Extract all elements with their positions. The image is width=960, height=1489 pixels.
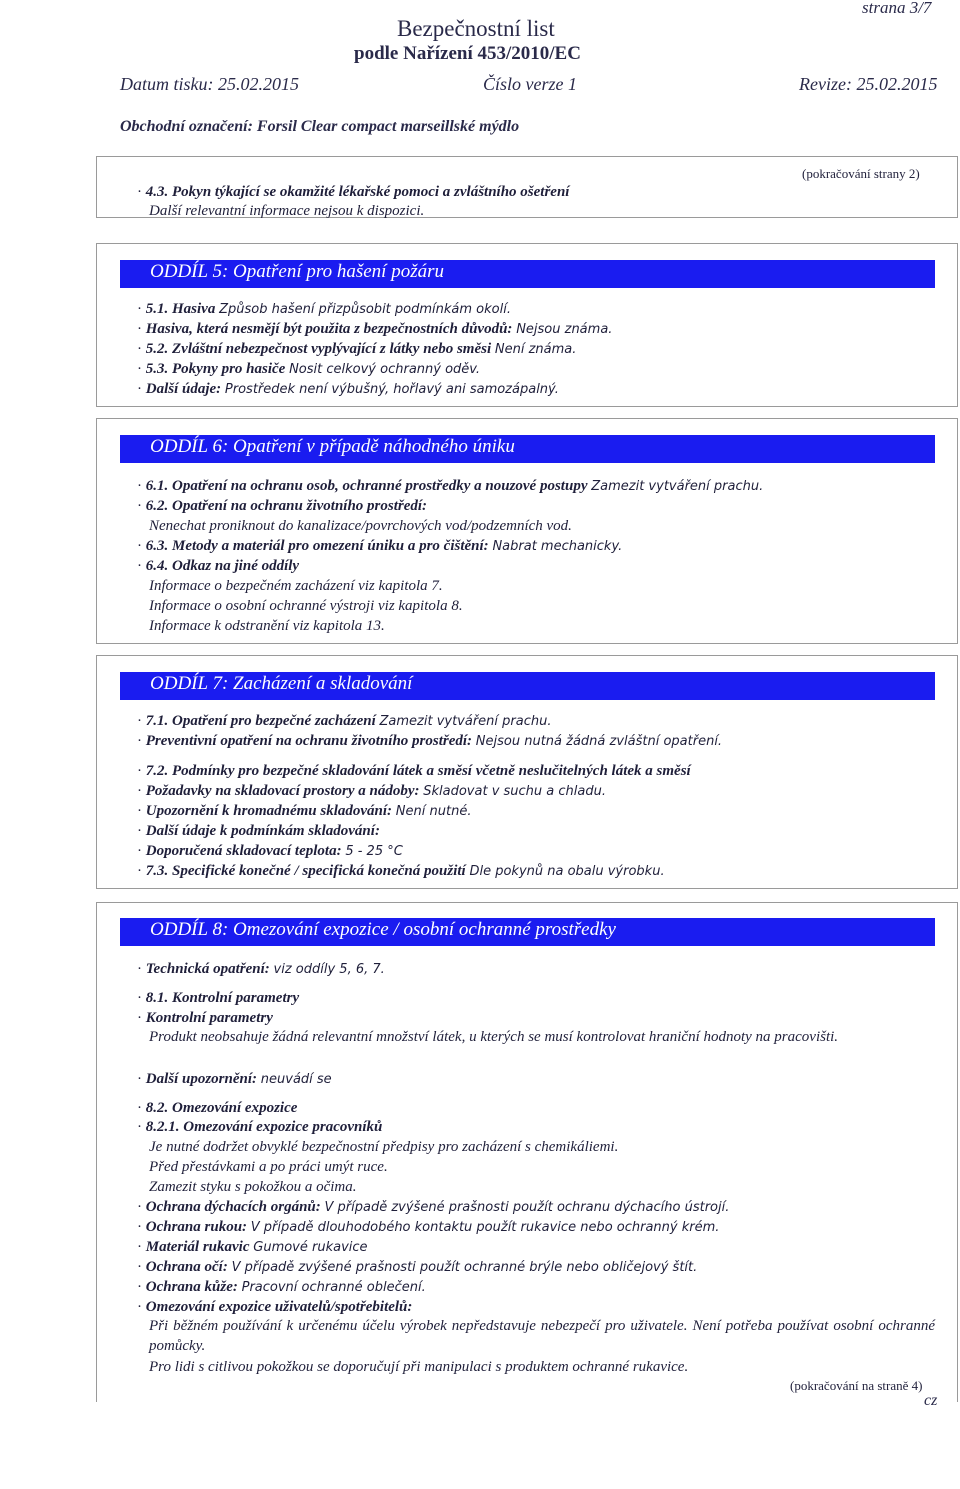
s6-l1-label: 6.1. Opatření na ochranu osob, ochranné prostředky a nouzové postupy xyxy=(145,478,588,494)
s5-l5-label: Další údaje: xyxy=(145,381,222,397)
s7-line-5: · Upozornění k hromadnému skladování: Není nutné. xyxy=(137,803,472,819)
s8-l4-label: Další upozornění: xyxy=(145,1071,258,1087)
s7-l7-label: Doporučená skladovací teplota: xyxy=(145,843,342,859)
s8-l10-value: V případě zvýšené prašnosti použít ochranné brýle nebo obličejový štít. xyxy=(231,1260,698,1275)
s5-line-4: · 5.3. Pokyny pro hasiče Nosit celkový ochranný oděv. xyxy=(137,361,481,377)
s8-l1-value: viz oddíly 5, 6, 7. xyxy=(273,962,385,977)
continued-from: (pokračování strany 2) xyxy=(802,166,920,181)
s8-line-11: · Ochrana kůže: Pracovní ochranné oblečení. xyxy=(137,1279,426,1295)
s5-l1-label: 5.1. Hasiva xyxy=(145,301,216,317)
s8-line-13-text: Pro lidi s citlivou pokožkou se doporučují při manipulaci s produktem ochranné rukavice. xyxy=(149,1359,689,1375)
s8-line-6-text-2: Před přestávkami a po práci umýt ruce. xyxy=(149,1159,388,1175)
s8-l9-value: Gumové rukavice xyxy=(253,1240,368,1255)
version-number: Číslo verze 1 xyxy=(483,74,577,94)
s8-l9-label: Materiál rukavic xyxy=(145,1239,250,1255)
s8-line-9: · Materiál rukavic Gumové rukavice xyxy=(137,1239,368,1255)
s8-l12-label: Omezování expozice uživatelů/spotřebitelů: xyxy=(145,1299,413,1315)
section-8-box-top xyxy=(96,902,958,903)
s8-line-3: · Kontrolní parametry xyxy=(137,1010,273,1026)
section-8-header: ODDÍL 8: Omezování expozice / osobní ochranné prostředky xyxy=(120,918,935,946)
s8-l7-value: V případě zvýšené prašnosti použít ochranu dýchacího ústrojí. xyxy=(324,1200,730,1215)
s8-line-6: · 8.2.1. Omezování expozice pracovníků xyxy=(137,1119,383,1135)
s6-line-2-text: Nenechat proniknout do kanalizace/povrchových vod/podzemních vod. xyxy=(149,518,572,534)
s8-line-10: · Ochrana očí: V případě zvýšené prašnosti použít ochranné brýle nebo obličejový štít. xyxy=(137,1259,698,1275)
s7-l2-label: Preventivní opatření na ochranu životního prostředí: xyxy=(145,733,473,749)
s4-line-2: Další relevantní informace nejsou k dispozici. xyxy=(149,203,425,219)
s6-l2-label: 6.2. Opatření na ochranu životního prostředí: xyxy=(145,498,428,514)
s5-line-2: · Hasiva, která nesmějí být použita z bezpečnostních důvodů: Nejsou známa. xyxy=(137,321,613,337)
revision-date: Revize: 25.02.2015 xyxy=(799,74,938,94)
s8-l8-value: V případě dlouhodobého kontaktu použít rukavice nebo ochranný krém. xyxy=(250,1220,720,1235)
language-code: cz xyxy=(924,1392,938,1409)
s5-line-3: · 5.2. Zvláštní nebezpečnost vyplývající z látky nebo směsi Není známa. xyxy=(137,341,577,357)
section-7-header: ODDÍL 7: Zacházení a skladování xyxy=(120,672,935,700)
s7-line-1: · 7.1. Opatření pro bezpečné zacházení Zamezit vytváření prachu. xyxy=(137,713,552,729)
section-5-header: ODDÍL 5: Opatření pro hašení požáru xyxy=(120,260,935,288)
s8-l10-label: Ochrana očí: xyxy=(145,1259,228,1275)
section-6-header: ODDÍL 6: Opatření v případě náhodného úniku xyxy=(120,435,935,463)
page-indicator: strana 3/7 xyxy=(862,0,932,17)
s7-line-3: · 7.2. Podmínky pro bezpečné skladování látek a směsí včetně neslučitelných látek a směsí xyxy=(137,763,691,779)
s8-l3-label: Kontrolní parametry xyxy=(145,1010,273,1026)
s8-line-4: · Další upozornění: neuvádí se xyxy=(137,1071,332,1087)
s8-l11-value: Pracovní ochranné oblečení. xyxy=(241,1280,426,1295)
s6-l1-value: Zamezit vytváření prachu. xyxy=(591,479,764,494)
s8-line-6-text-1: Je nutné dodržet obvyklé bezpečnostní předpisy pro zacházení s chemikáliemi. xyxy=(149,1139,619,1155)
s7-l4-label: Požadavky na skladovací prostory a nádoby: xyxy=(145,783,420,799)
s6-line-1: · 6.1. Opatření na ochranu osob, ochranné prostředky a nouzové postupy Zamezit vytváření prachu. xyxy=(137,478,764,494)
s7-l2-value: Nejsou nutná žádná zvláštní opatření. xyxy=(475,734,723,749)
print-date: Datum tisku: 25.02.2015 xyxy=(120,74,299,94)
s8-line-3-text: Produkt neobsahuje žádná relevantní množství látek, u kterých se musí kontrolovat hraniční hodnoty na pracovišti. xyxy=(149,1029,839,1045)
s8-line-12-text: Při běžném používání k určenému účelu výrobek nepředstavuje nebezpečí pro uživatele. Není potřeba používat osobní ochranné pomůcky. xyxy=(149,1318,935,1354)
s6-line-4-text-2: Informace o osobní ochranné výstroji viz kapitola 8. xyxy=(149,598,463,614)
s7-line-7: · Doporučená skladovací teplota: 5 - 25 °C xyxy=(137,843,403,859)
s6-l3-value: Nabrat mechanicky. xyxy=(492,539,623,554)
s6-line-4-text-3: Informace k odstranění viz kapitola 13. xyxy=(149,618,385,634)
s5-l2-value: Nejsou známa. xyxy=(516,322,613,337)
section-8-box-left xyxy=(96,902,97,1402)
s5-l1-value: Způsob hašení přizpůsobit podmínkám okolí. xyxy=(219,302,511,317)
s8-l2-label: 8.1. Kontrolní parametry xyxy=(145,990,300,1006)
s7-l1-label: 7.1. Opatření pro bezpečné zacházení xyxy=(145,713,376,729)
s8-l11-label: Ochrana kůže: xyxy=(145,1279,238,1295)
s5-line-1: · 5.1. Hasiva Způsob hašení přizpůsobit podmínkám okolí. xyxy=(137,301,511,317)
s5-l3-label: 5.2. Zvláštní nebezpečnost vyplývající z látky nebo směsi xyxy=(145,341,492,357)
s8-line-5: · 8.2. Omezování expozice xyxy=(137,1100,298,1116)
s8-line-1: · Technická opatření: viz oddíly 5, 6, 7. xyxy=(137,961,385,977)
s8-l1-label: Technická opatření: xyxy=(145,961,270,977)
s8-line-2: · 8.1. Kontrolní parametry xyxy=(137,990,300,1006)
s5-l4-value: Nosit celkový ochranný oděv. xyxy=(289,362,481,377)
s8-line-12: · Omezování expozice uživatelů/spotřebitelů: xyxy=(137,1299,413,1315)
s7-l5-value: Není nutné. xyxy=(395,804,472,819)
s8-line-7: · Ochrana dýchacích orgánů: V případě zvýšené prašnosti použít ochranu dýchacího ústrojí. xyxy=(137,1199,730,1215)
s7-line-6: · Další údaje k podmínkám skladování: xyxy=(137,823,380,839)
s7-line-4: · Požadavky na skladovací prostory a nádoby: Skladovat v suchu a chladu. xyxy=(137,783,606,799)
s8-l4-value: neuvádí se xyxy=(260,1072,332,1087)
s5-l2-label: Hasiva, která nesmějí být použita z bezpečnostních důvodů: xyxy=(145,321,513,337)
s6-l3-label: 6.3. Metody a materiál pro omezení úniku a pro čištění: xyxy=(145,538,489,554)
s7-line-8: · 7.3. Specifické konečné / specifická konečná použití Dle pokynů na obalu výrobku. xyxy=(137,863,665,879)
s8-l6-label: 8.2.1. Omezování expozice pracovníků xyxy=(145,1119,383,1135)
continued-to: (pokračování na straně 4) xyxy=(790,1378,923,1393)
s7-line-2: · Preventivní opatření na ochranu životního prostředí: Nejsou nutná žádná zvláštní opatření. xyxy=(137,733,723,749)
s6-line-4-text-1: Informace o bezpečném zacházení viz kapitola 7. xyxy=(149,578,443,594)
section-8-box-right xyxy=(957,902,958,1402)
s5-l3-value: Není známa. xyxy=(494,342,577,357)
s8-l8-label: Ochrana rukou: xyxy=(145,1219,248,1235)
s8-line-8: · Ochrana rukou: V případě dlouhodobého kontaktu použít rukavice nebo ochranný krém. xyxy=(137,1219,720,1235)
s8-l7-label: Ochrana dýchacích orgánů: xyxy=(145,1199,321,1215)
trade-name: Obchodní označení: Forsil Clear compact marseillské mýdlo xyxy=(120,118,520,135)
s4-line-1-text: 4.3. Pokyn týkající se okamžité lékařské pomoci a zvláštního ošetření xyxy=(145,184,570,200)
s7-l8-value: Dle pokynů na obalu výrobku. xyxy=(469,864,665,879)
s7-l1-value: Zamezit vytváření prachu. xyxy=(379,714,552,729)
s8-line-6-text-3: Zamezit styku s pokožkou a očima. xyxy=(149,1179,357,1195)
s4-line-1: · 4.3. Pokyn týkající se okamžité lékařské pomoci a zvláštního ošetření xyxy=(137,184,570,200)
s7-l8-label: 7.3. Specifické konečné / specifická konečná použití xyxy=(145,863,466,879)
s8-l5-label: 8.2. Omezování expozice xyxy=(145,1100,298,1116)
s7-l4-value: Skladovat v suchu a chladu. xyxy=(423,784,606,799)
document-title: Bezpečnostní list xyxy=(397,16,555,41)
s6-line-3: · 6.3. Metody a materiál pro omezení úniku a pro čištění: Nabrat mechanicky. xyxy=(137,538,623,554)
s7-l6-label: Další údaje k podmínkám skladování: xyxy=(145,823,380,839)
s7-l5-label: Upozornění k hromadnému skladování: xyxy=(145,803,393,819)
s5-l4-label: 5.3. Pokyny pro hasiče xyxy=(145,361,286,377)
s6-line-2: · 6.2. Opatření na ochranu životního prostředí: xyxy=(137,498,428,514)
s5-l5-value: Prostředek není výbušný, hořlavý ani samozápalný. xyxy=(224,382,559,397)
s6-l4-label: 6.4. Odkaz na jiné oddíly xyxy=(145,558,300,574)
s7-l3-label: 7.2. Podmínky pro bezpečné skladování látek a směsí včetně neslučitelných látek a směsí xyxy=(145,763,691,779)
s7-l7-value: 5 - 25 °C xyxy=(345,844,403,859)
s5-line-5: · Další údaje: Prostředek není výbušný, hořlavý ani samozápalný. xyxy=(137,381,559,397)
document-subtitle: podle Nařízení 453/2010/EC xyxy=(354,43,581,64)
s6-line-4: · 6.4. Odkaz na jiné oddíly xyxy=(137,558,300,574)
